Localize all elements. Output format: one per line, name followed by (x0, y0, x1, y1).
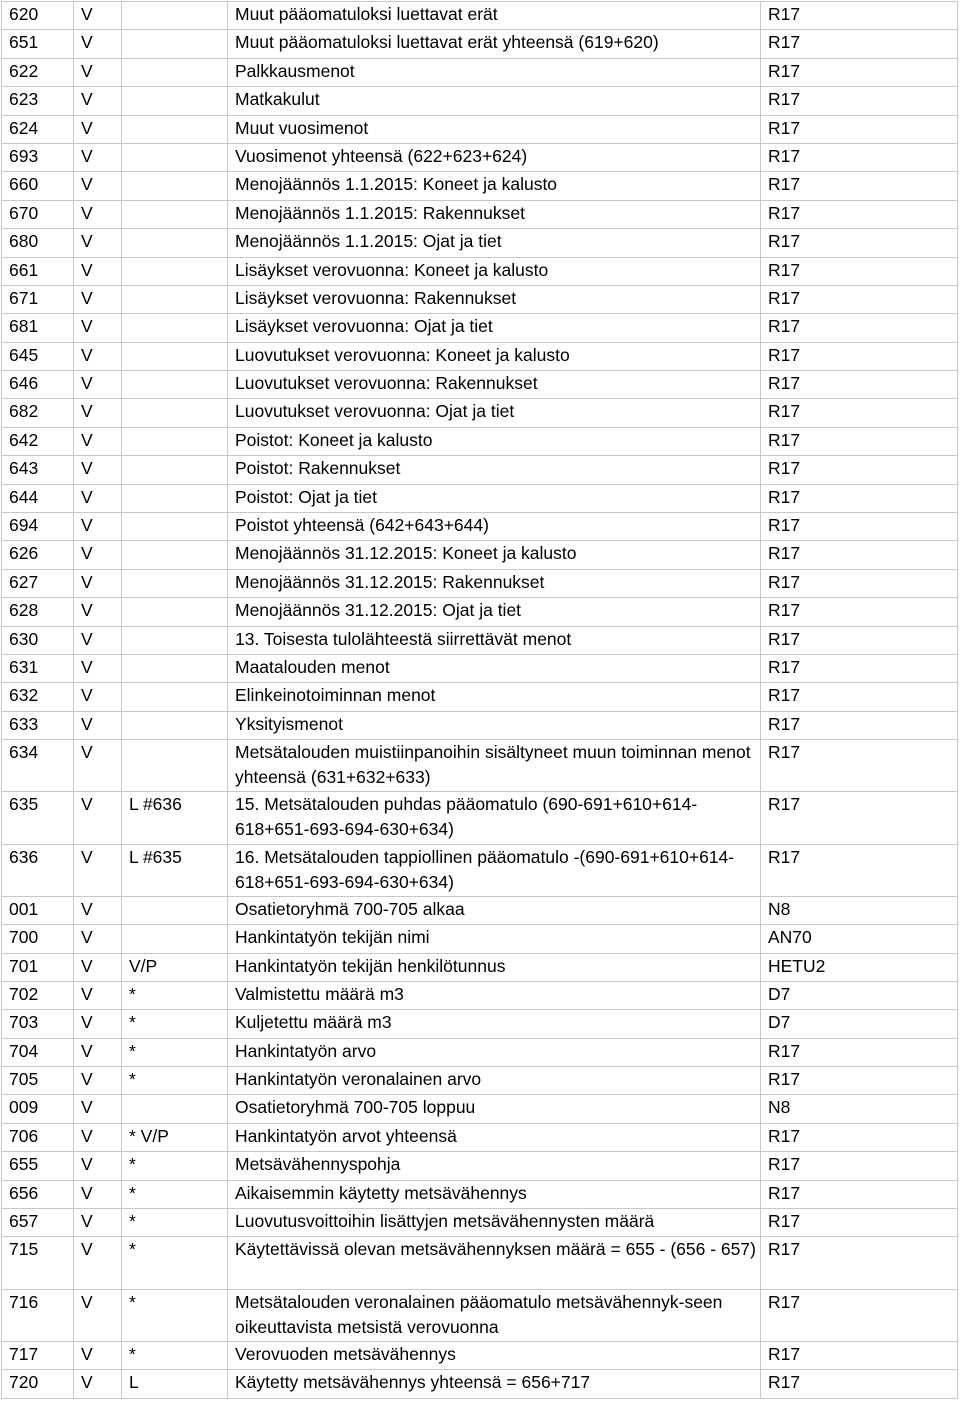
field-code: 704 (2, 1038, 74, 1066)
table-row (2, 2, 958, 30)
field-description: Valmistettu määrä m3 (228, 981, 761, 1009)
table-row (2, 484, 958, 512)
field-code: 636 (2, 844, 74, 896)
table-row (2, 1289, 958, 1341)
field-type: V (74, 285, 122, 313)
field-format: R17 (761, 30, 958, 58)
field-code: 631 (2, 654, 74, 682)
field-type: V (74, 1341, 122, 1369)
field-spec-table (1, 1, 958, 1399)
field-type: V (74, 2, 122, 30)
field-flag (122, 427, 228, 455)
field-code: 643 (2, 456, 74, 484)
field-code: 700 (2, 925, 74, 953)
field-code: 622 (2, 58, 74, 86)
field-type: V (74, 953, 122, 981)
field-type: V (74, 1038, 122, 1066)
field-code: 626 (2, 541, 74, 569)
field-code: 009 (2, 1095, 74, 1123)
field-code: 628 (2, 598, 74, 626)
table-row (2, 172, 958, 200)
field-code: 680 (2, 229, 74, 257)
field-flag (122, 1095, 228, 1123)
field-flag: L #635 (122, 844, 228, 896)
field-format: R17 (761, 1209, 958, 1237)
field-type: V (74, 257, 122, 285)
field-description: Menojäännös 1.1.2015: Koneet ja kalusto (228, 172, 761, 200)
table-row (2, 844, 958, 896)
field-description: Muut pääomatuloksi luettavat erät (228, 2, 761, 30)
field-format: R17 (761, 654, 958, 682)
field-flag (122, 541, 228, 569)
field-description: Menojäännös 1.1.2015: Ojat ja tiet (228, 229, 761, 257)
field-code: 645 (2, 342, 74, 370)
field-description: Metsätalouden muistiinpanoihin sisältyneet muun toiminnan menot yhteensä (631+632+633) (228, 740, 761, 792)
field-type: V (74, 513, 122, 541)
field-type: V (74, 1180, 122, 1208)
field-flag (122, 711, 228, 739)
field-description: Menojäännös 31.12.2015: Koneet ja kalusto (228, 541, 761, 569)
field-code: 706 (2, 1123, 74, 1151)
field-type: V (74, 844, 122, 896)
field-format: R17 (761, 626, 958, 654)
field-type: V (74, 925, 122, 953)
field-format: R17 (761, 1289, 958, 1341)
field-format: R17 (761, 1038, 958, 1066)
field-description: Muut pääomatuloksi luettavat erät yhteensä (619+620) (228, 30, 761, 58)
field-format: R17 (761, 569, 958, 597)
field-description: Poistot: Koneet ja kalusto (228, 427, 761, 455)
field-flag (122, 654, 228, 682)
field-description: Lisäykset verovuonna: Rakennukset (228, 285, 761, 313)
field-description: Aikaisemmin käytetty metsävähennys (228, 1180, 761, 1208)
field-code: 634 (2, 740, 74, 792)
field-code: 642 (2, 427, 74, 455)
field-description: 16. Metsätalouden tappiollinen pääomatulo -(690-691+610+614-618+651-693-694-630+634) (228, 844, 761, 896)
field-type: V (74, 1010, 122, 1038)
field-type: V (74, 58, 122, 86)
table-row (2, 513, 958, 541)
field-format: R17 (761, 285, 958, 313)
field-flag (122, 399, 228, 427)
field-description: Käytettävissä olevan metsävähennyksen määrä = 655 - (656 - 657) (228, 1237, 761, 1289)
field-format: AN70 (761, 925, 958, 953)
field-type: V (74, 1152, 122, 1180)
table-row (2, 1237, 958, 1289)
table-row (2, 541, 958, 569)
table-row (2, 792, 958, 844)
field-type: V (74, 342, 122, 370)
field-flag: * (122, 1067, 228, 1095)
field-code: 630 (2, 626, 74, 654)
field-flag: * (122, 1038, 228, 1066)
table-row (2, 371, 958, 399)
field-description: Luovutukset verovuonna: Rakennukset (228, 371, 761, 399)
field-type: V (74, 598, 122, 626)
field-format: R17 (761, 513, 958, 541)
field-format: D7 (761, 1010, 958, 1038)
field-type: V (74, 683, 122, 711)
field-flag: * (122, 1289, 228, 1341)
field-flag: L #636 (122, 792, 228, 844)
field-description: Poistot: Ojat ja tiet (228, 484, 761, 512)
field-code: 670 (2, 200, 74, 228)
table-row (2, 1038, 958, 1066)
field-flag: * (122, 1209, 228, 1237)
table-row (2, 285, 958, 313)
field-code: 717 (2, 1341, 74, 1369)
field-flag (122, 58, 228, 86)
field-format: R17 (761, 792, 958, 844)
field-format: HETU2 (761, 953, 958, 981)
table-row (2, 229, 958, 257)
table-row (2, 115, 958, 143)
field-type: V (74, 314, 122, 342)
field-code: 624 (2, 115, 74, 143)
field-description: Luovutukset verovuonna: Ojat ja tiet (228, 399, 761, 427)
field-code: 715 (2, 1237, 74, 1289)
field-flag (122, 925, 228, 953)
field-description: Hankintatyön arvo (228, 1038, 761, 1066)
field-description: Muut vuosimenot (228, 115, 761, 143)
field-type: V (74, 1067, 122, 1095)
field-format: R17 (761, 740, 958, 792)
field-format: R17 (761, 257, 958, 285)
table-row (2, 598, 958, 626)
table-row (2, 30, 958, 58)
field-type: V (74, 711, 122, 739)
field-description: 15. Metsätalouden puhdas pääomatulo (690-691+610+614-618+651-693-694-630+634) (228, 792, 761, 844)
field-format: R17 (761, 456, 958, 484)
field-flag (122, 87, 228, 115)
field-description: Osatietoryhmä 700-705 loppuu (228, 1095, 761, 1123)
field-type: V (74, 1289, 122, 1341)
field-format: R17 (761, 1067, 958, 1095)
field-flag: * (122, 981, 228, 1009)
field-type: V (74, 792, 122, 844)
table-row (2, 1209, 958, 1237)
field-flag (122, 740, 228, 792)
table-row (2, 342, 958, 370)
field-type: V (74, 484, 122, 512)
field-format: R17 (761, 172, 958, 200)
field-code: 701 (2, 953, 74, 981)
field-description: Kuljetettu määrä m3 (228, 1010, 761, 1038)
field-description: Hankintatyön tekijän nimi (228, 925, 761, 953)
field-format: R17 (761, 371, 958, 399)
table-row (2, 981, 958, 1009)
table-row (2, 683, 958, 711)
field-description: Matkakulut (228, 87, 761, 115)
field-format: R17 (761, 1370, 958, 1398)
field-type: V (74, 30, 122, 58)
field-description: Poistot: Rakennukset (228, 456, 761, 484)
field-flag (122, 285, 228, 313)
table-row (2, 953, 958, 981)
field-description: Hankintatyön arvot yhteensä (228, 1123, 761, 1151)
field-description: Verovuoden metsävähennys (228, 1341, 761, 1369)
field-flag: * (122, 1341, 228, 1369)
field-description: Palkkausmenot (228, 58, 761, 86)
field-flag (122, 598, 228, 626)
field-description: Menojäännös 31.12.2015: Ojat ja tiet (228, 598, 761, 626)
field-flag: L (122, 1370, 228, 1398)
field-flag (122, 342, 228, 370)
table-row (2, 1180, 958, 1208)
table-row (2, 1123, 958, 1151)
field-type: V (74, 1209, 122, 1237)
field-code: 682 (2, 399, 74, 427)
field-description: Metsävähennyspohja (228, 1152, 761, 1180)
field-format: R17 (761, 484, 958, 512)
field-type: V (74, 229, 122, 257)
field-format: R17 (761, 1237, 958, 1289)
field-format: R17 (761, 1341, 958, 1369)
field-description: Poistot yhteensä (642+643+644) (228, 513, 761, 541)
field-format: R17 (761, 683, 958, 711)
table-row (2, 740, 958, 792)
field-spec-body (2, 2, 958, 1399)
table-row (2, 399, 958, 427)
field-type: V (74, 371, 122, 399)
table-row (2, 1370, 958, 1398)
field-code: 702 (2, 981, 74, 1009)
field-flag: * (122, 1180, 228, 1208)
field-description: Menojäännös 31.12.2015: Rakennukset (228, 569, 761, 597)
field-flag (122, 2, 228, 30)
field-description: Elinkeinotoiminnan menot (228, 683, 761, 711)
field-format: R17 (761, 399, 958, 427)
field-type: V (74, 87, 122, 115)
table-row (2, 257, 958, 285)
table-row (2, 1010, 958, 1038)
field-format: R17 (761, 229, 958, 257)
field-flag (122, 200, 228, 228)
field-type: V (74, 626, 122, 654)
field-flag (122, 257, 228, 285)
field-type: V (74, 200, 122, 228)
field-description: Lisäykset verovuonna: Ojat ja tiet (228, 314, 761, 342)
field-type: V (74, 541, 122, 569)
field-description: Lisäykset verovuonna: Koneet ja kalusto (228, 257, 761, 285)
field-flag (122, 115, 228, 143)
field-flag: * (122, 1152, 228, 1180)
field-format: R17 (761, 314, 958, 342)
field-flag (122, 229, 228, 257)
field-code: 694 (2, 513, 74, 541)
field-code: 001 (2, 896, 74, 924)
field-code: 646 (2, 371, 74, 399)
field-code: 656 (2, 1180, 74, 1208)
field-type: V (74, 981, 122, 1009)
field-type: V (74, 1095, 122, 1123)
field-description: Menojäännös 1.1.2015: Rakennukset (228, 200, 761, 228)
field-code: 632 (2, 683, 74, 711)
field-type: V (74, 115, 122, 143)
field-format: R17 (761, 143, 958, 171)
table-row (2, 200, 958, 228)
table-row (2, 456, 958, 484)
field-type: V (74, 456, 122, 484)
field-format: R17 (761, 541, 958, 569)
field-code: 644 (2, 484, 74, 512)
field-type: V (74, 1370, 122, 1398)
field-type: V (74, 654, 122, 682)
field-code: 681 (2, 314, 74, 342)
field-flag (122, 143, 228, 171)
field-flag (122, 683, 228, 711)
field-flag (122, 371, 228, 399)
field-format: R17 (761, 58, 958, 86)
table-row (2, 654, 958, 682)
field-description: Osatietoryhmä 700-705 alkaa (228, 896, 761, 924)
field-flag (122, 456, 228, 484)
field-format: R17 (761, 1152, 958, 1180)
field-format: R17 (761, 844, 958, 896)
field-format: R17 (761, 115, 958, 143)
field-code: 693 (2, 143, 74, 171)
field-format: R17 (761, 1123, 958, 1151)
field-type: V (74, 172, 122, 200)
table-row (2, 143, 958, 171)
field-format: R17 (761, 2, 958, 30)
field-format: R17 (761, 1180, 958, 1208)
field-description: Vuosimenot yhteensä (622+623+624) (228, 143, 761, 171)
field-flag (122, 513, 228, 541)
table-row (2, 925, 958, 953)
table-row (2, 896, 958, 924)
field-code: 655 (2, 1152, 74, 1180)
table-row (2, 427, 958, 455)
field-type: V (74, 1237, 122, 1289)
field-type: V (74, 740, 122, 792)
field-code: 657 (2, 1209, 74, 1237)
field-type: V (74, 399, 122, 427)
field-format: N8 (761, 1095, 958, 1123)
field-format: R17 (761, 200, 958, 228)
field-description: Metsätalouden veronalainen pääomatulo metsävähennyk-seen oikeuttavista metsistä verovuonna (228, 1289, 761, 1341)
field-code: 633 (2, 711, 74, 739)
field-format: D7 (761, 981, 958, 1009)
field-description: Hankintatyön veronalainen arvo (228, 1067, 761, 1095)
field-format: R17 (761, 711, 958, 739)
table-row (2, 626, 958, 654)
table-row (2, 58, 958, 86)
field-code: 635 (2, 792, 74, 844)
field-flag: * (122, 1237, 228, 1289)
field-description: Maatalouden menot (228, 654, 761, 682)
field-code: 720 (2, 1370, 74, 1398)
table-row (2, 569, 958, 597)
field-code: 671 (2, 285, 74, 313)
field-flag (122, 314, 228, 342)
field-code: 660 (2, 172, 74, 200)
table-row (2, 1341, 958, 1369)
field-flag (122, 626, 228, 654)
field-flag: V/P (122, 953, 228, 981)
field-format: N8 (761, 896, 958, 924)
table-row (2, 1152, 958, 1180)
field-type: V (74, 143, 122, 171)
field-type: V (74, 569, 122, 597)
field-code: 705 (2, 1067, 74, 1095)
field-flag (122, 172, 228, 200)
field-type: V (74, 896, 122, 924)
field-flag (122, 569, 228, 597)
field-code: 716 (2, 1289, 74, 1341)
table-row (2, 1067, 958, 1095)
field-code: 627 (2, 569, 74, 597)
field-flag (122, 484, 228, 512)
field-format: R17 (761, 427, 958, 455)
field-code: 661 (2, 257, 74, 285)
field-code: 651 (2, 30, 74, 58)
field-description: Luovutusvoittoihin lisättyjen metsävähennysten määrä (228, 1209, 761, 1237)
table-row (2, 1095, 958, 1123)
field-description: Käytetty metsävähennys yhteensä = 656+717 (228, 1370, 761, 1398)
field-flag (122, 896, 228, 924)
field-format: R17 (761, 87, 958, 115)
field-format: R17 (761, 598, 958, 626)
field-type: V (74, 1123, 122, 1151)
field-flag: * V/P (122, 1123, 228, 1151)
table-row (2, 711, 958, 739)
field-flag (122, 30, 228, 58)
field-type: V (74, 427, 122, 455)
field-description: Yksityismenot (228, 711, 761, 739)
field-description: 13. Toisesta tulolähteestä siirrettävät menot (228, 626, 761, 654)
field-code: 623 (2, 87, 74, 115)
table-row (2, 87, 958, 115)
field-flag: * (122, 1010, 228, 1038)
field-description: Luovutukset verovuonna: Koneet ja kalusto (228, 342, 761, 370)
table-row (2, 314, 958, 342)
field-code: 620 (2, 2, 74, 30)
field-description: Hankintatyön tekijän henkilötunnus (228, 953, 761, 981)
field-format: R17 (761, 342, 958, 370)
field-code: 703 (2, 1010, 74, 1038)
